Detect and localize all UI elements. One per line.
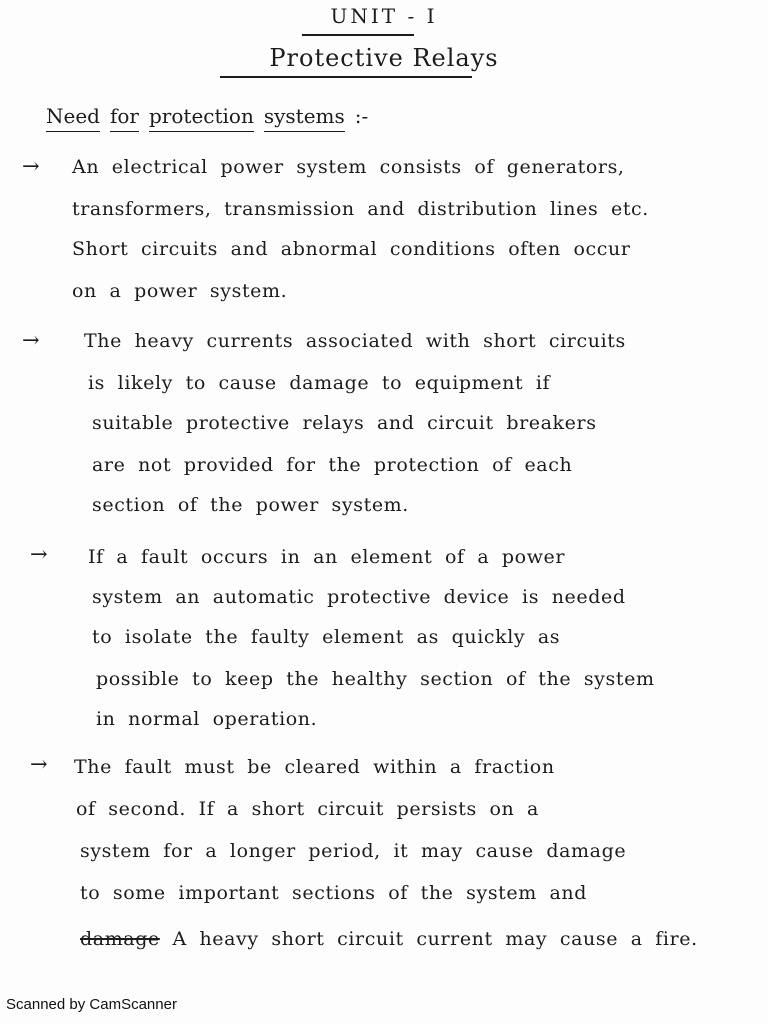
p1-line-1: An electrical power system consists of generators, [72,156,625,178]
scanner-watermark: Scanned by CamScanner [6,996,177,1013]
heading-word-need: Need [46,104,100,132]
p3-line-5: in normal operation. [96,708,318,730]
p1-line-2: transformers, transmission and distribution lines etc. [72,198,649,220]
p2-line-5: section of the power system. [92,494,409,516]
p4-line-5-text: A heavy short circuit current may cause a fire. [172,928,698,950]
bullet-arrow-3: → [30,542,48,566]
p2-line-1: The heavy currents associated with short circuits [84,330,626,352]
p2-line-4: are not provided for the protection of each [92,454,573,476]
p3-line-1: If a fault occurs in an element of a power [88,546,566,568]
heading-word-systems: systems [264,104,345,132]
heading-word-for: for [110,104,139,132]
p2-line-3: suitable protective relays and circuit breakers [92,412,597,434]
p3-line-3: to isolate the faulty element as quickly as [92,626,561,648]
p1-line-3: Short circuits and abnormal conditions often occur [72,238,631,260]
unit-underline [302,34,414,36]
p4-line-1: The fault must be cleared within a fraction [74,756,555,778]
p4-line-3: system for a longer period, it may cause damage [80,840,627,862]
p4-line-2: of second. If a short circuit persists on a [76,798,539,820]
bullet-arrow-1: → [22,154,40,178]
p4-line-4: to some important sections of the system and [80,882,588,904]
p2-line-2: is likely to cause damage to equipment if [88,372,551,394]
struck-word: damage [80,928,160,950]
p1-line-4: on a power system. [72,280,288,302]
p3-line-2: system an automatic protective device is needed [92,586,626,608]
bullet-arrow-4: → [30,752,48,776]
heading-suffix: :- [354,104,369,128]
section-heading [46,104,368,128]
page-title: Protective Relays [269,44,499,72]
title-underline [220,76,472,78]
bullet-arrow-2: → [22,328,40,352]
p3-line-4: possible to keep the healthy section of the system [96,668,655,690]
unit-heading: UNIT - I [330,4,438,28]
heading-word-protection: protection [149,104,254,132]
p4-line-5 [80,928,698,950]
